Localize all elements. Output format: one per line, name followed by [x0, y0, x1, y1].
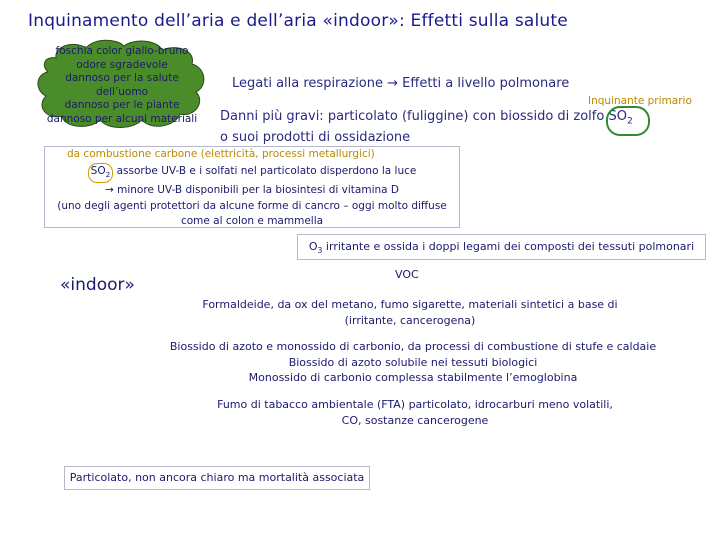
danni-line1: Danni più gravi: particolato (fuliggine) con biossido di zolfo: [220, 109, 605, 124]
cancer-line: (uno degli agenti protettori da alcune forme di cancro – oggi molto diffuse: [57, 199, 447, 212]
fumo-line: Fumo di tabacco ambientale (FTA) particolato, idrocarburi meno volatili,: [217, 398, 613, 411]
particolato-box: Particolato, non ancora chiaro ma mortalità associata: [64, 466, 370, 490]
danni-text: [220, 109, 640, 147]
so2-badge: $SO_2$: [88, 163, 114, 184]
biossido-text: [158, 339, 668, 386]
formaldeide-text: [190, 297, 630, 328]
so2-highlight-circle: [606, 106, 650, 136]
danni-so2: $SO_2$: [608, 109, 633, 127]
formaldeide-line: (irritante, cancerogena): [344, 313, 476, 327]
page-title: Inquinamento dell’aria e dell’aria «indoor»: Effetti sulla salute: [28, 11, 568, 31]
cloud-line: dannoso per le piante: [64, 99, 180, 112]
uvb-line: → minore UV-B disponibili per la biosintesi di vitamina D: [105, 184, 399, 197]
danni-line2: o suoi prodotti di ossidazione: [220, 130, 411, 146]
o3-box: $O_3$ irritante e ossida i doppi legami dei composti dei tessuti polmonari: [297, 234, 706, 260]
cloud-line: odore sgradevole: [76, 58, 168, 71]
fumo-text: [180, 397, 650, 428]
respirazione-text: Legati alla respirazione → Effetti a livello polmonare: [232, 76, 570, 91]
biossido-line: Biossido di azoto solubile nei tessuti biologici: [288, 355, 538, 369]
cloud-line: dannoso per la salute dell’uomo: [65, 72, 179, 98]
indoor-label: «indoor»: [60, 275, 135, 295]
biossido-line: Monossido di carbonio complessa stabilmente l’emoglobina: [248, 371, 578, 384]
voc-label: VOC: [395, 268, 419, 281]
cloud-text: [40, 45, 204, 127]
formaldeide-line: Formaldeide, da ox del metano, fumo sigarette, materiali sintetici a base di: [202, 298, 618, 311]
biossido-line: Biossido di azoto e monossido di carbonio, da processi di combustione di stufe e caldaie: [169, 340, 657, 353]
inquinante-primario-label: Inquinante primario: [588, 95, 692, 107]
so2-line: $SO_2$ assorbe UV-B e i solfati nel particolato disperdono la luce: [45, 163, 459, 184]
combustione-line: da combustione carbone (elettricità, processi metallurgici): [67, 148, 375, 160]
cloud-line: foschia color giallo-bruno: [55, 45, 189, 57]
cloud-line: dannoso per alcuni materiali: [46, 112, 198, 125]
colon-line: come al colon e mammella: [180, 215, 324, 228]
fumo-line: CO, sostanze cancerogene: [341, 413, 489, 427]
combustione-box: [44, 146, 460, 228]
